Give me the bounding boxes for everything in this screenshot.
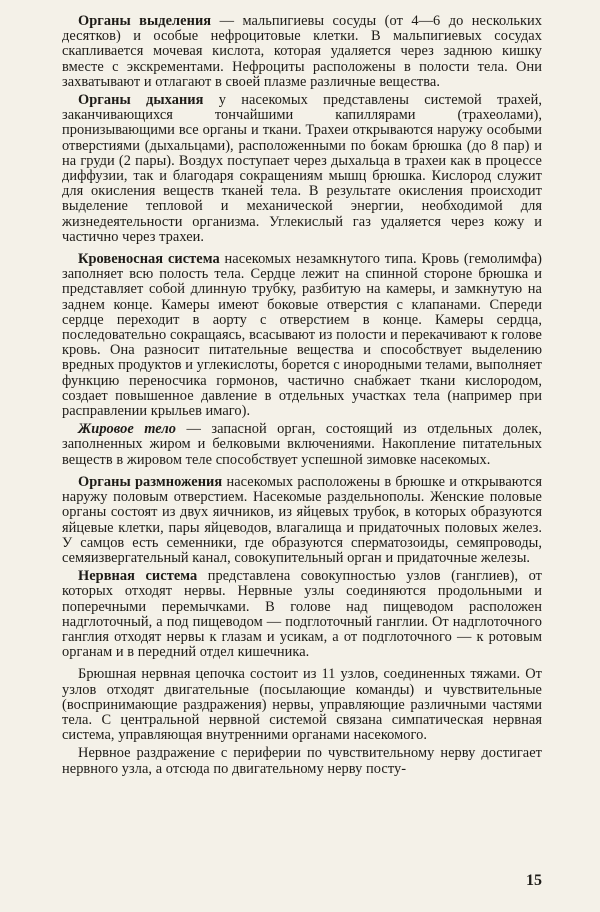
- paragraph-fat-body: [62, 422, 542, 468]
- paragraph-text: у насекомых представлены системой трахей, заканчивающихся тончайшими капиллярами (трахеолами), пронизывающими все органы и ткани. Трахеи открываются наружу особыми отверстиями (дыхальцами), расположенными по бокам брюшка (до 8 пар) и на груди (2 пары). Воздух поступает через дыхальца в трахеи как в процессе диффузии, так и благодаря сокращениям мышц брюшка. Кислород служит для окисления веществ тканей тела. В результате окисления происходит выделение тепловой и механической энергии, необходимой для жизнедеятельности организма. Углекислый газ удаляется через кожу и частично через трахеи.: [62, 92, 542, 245]
- paragraph-nerve-impulse: [62, 746, 542, 776]
- term-nervous-system: Нервная система: [78, 568, 198, 585]
- paragraph-circulatory-system: [62, 252, 542, 419]
- term-excretory-organs: Органы выделения: [78, 13, 212, 29]
- term-respiratory-organs: Органы дыхания: [78, 92, 204, 109]
- term-reproductive-organs: Органы размножения: [78, 473, 223, 490]
- paragraph-excretory-organs: [62, 14, 542, 90]
- paragraph-text: — мальпигиевы сосуды (от 4—6 до нескольких десятков) и особые нефроцитовые клетки. В мальпигиевых сосудах скапливается мочевая кислота, которая удаляется через заднюю кишку вместе с экскрементами. Нефроциты расположены в полости тела. Они захватывают и отлагают в своей плазме различные вещества.: [62, 13, 542, 90]
- paragraph-text: представлена совокупностью узлов (ганглиев), от которых отходят нервы. Нервные узлы соединяются продольными и поперечными перемычками. В голове над пищеводом расположен надглоточный, а под пищеводом — подглоточный ганглии. От надглоточного ганглия отходят нервы к глазам и усикам, а от подглоточного — к ротовым органам и в передний отдел кишечника.: [62, 568, 542, 661]
- paragraph-reproductive-organs: [62, 475, 542, 566]
- paragraph-respiratory-organs: [62, 93, 542, 245]
- paragraph-text: Брюшная нервная цепочка состоит из 11 узлов, соединенных тяжами. От узлов отходят двигательные (посылающие команды) и чувствительные (воспринимающие раздражения) нервы, управляющие различными частями тела. С центральной нервной системой связана симпатическая нервная система, управляющая внутренними органами насекомого.: [62, 666, 542, 744]
- term-circulatory-system: Кровеносная система: [78, 251, 220, 268]
- paragraph-text: — запасной орган, состоящий из отдельных долек, заполненных жиром и белковыми включениями. Накопление питательных веществ в жировом теле способствует успешной зимовке насекомых.: [62, 421, 542, 468]
- paragraph-text: насекомых незамкнутого типа. Кровь (гемолимфа) заполняет всю полость тела. Сердце лежит на спинной стороне брюшка и представляет собой длинную трубку, разбитую на камеры, и замкнутую на заднем конце. Камеры имеют боковые отверстия с клапанами. Спереди сердце переходит в аорту с отверстием в конце. Камеры сердца, последовательно сокращаясь, всасывают из полости и перекачивают к голове кровь. Она разносит питательные вещества и способствует выделению вредных продуктов и углекислоты, борется с инородными телами, выполняет функцию переносчика гормонов, частично снабжает ткани кислородом, создает повышенное давление в отдельных участках тела (например при расправлении крыльев имаго).: [62, 251, 542, 420]
- paragraph-nervous-system: [62, 569, 542, 660]
- page-number: 15: [526, 872, 542, 889]
- term-fat-body: Жировое тело: [78, 421, 177, 438]
- paragraph-text: насекомых расположены в брюшке и открываются наружу половым отверстием. Насекомые раздельнополы. Женские половые органы состоят из двух яичников, из яйцевых трубок, в которых образуются яйцевые клетки, пары яйцеводов, влагалища и придаточных половых желез. У самцов есть семенники, где образуются сперматозоиды, семяпроводы, семяизвергательный канал, совокупительный орган и придаточные железы.: [62, 473, 542, 566]
- paragraph-ventral-nerve-cord: [62, 667, 542, 743]
- paragraph-text: Нервное раздражение с периферии по чувствительному нерву достигает нервного узла, а отсюда по двигательному нерву посту-: [62, 745, 542, 777]
